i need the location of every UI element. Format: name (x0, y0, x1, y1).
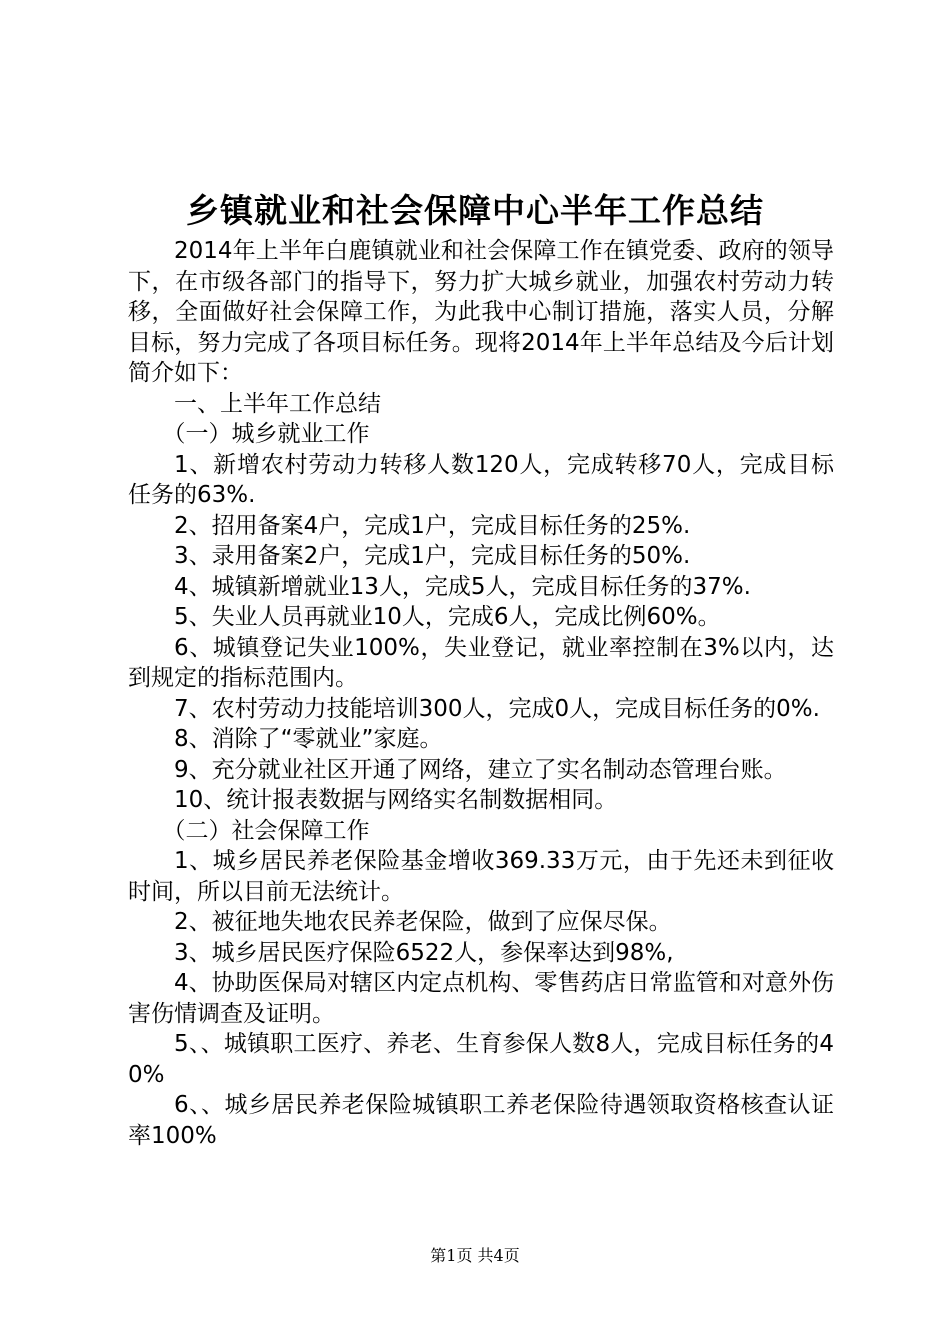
section-heading: 一、上半年工作总结 (174, 390, 381, 417)
list-item: 2、招用备案4户，完成1户，完成目标任务的25%. (174, 512, 691, 539)
list-item: 6、城镇登记失业100%，失业登记，就业率控制在3%以内，达到规定的指标范围内。 (128, 634, 834, 691)
list-item: 4、协助医保局对辖区内定点机构、零售药店日常监管和对意外伤害伤情调查及证明。 (128, 970, 834, 1027)
subsection-heading: （一）城乡就业工作 (162, 421, 370, 447)
list-item: 3、城乡居民医疗保险6522人，参保率达到98%, (174, 939, 674, 966)
subsection-heading: （二）社会保障工作 (162, 817, 370, 844)
list-item: 10、统计报表数据与网络实名制数据相同。 (174, 787, 618, 813)
list-item: 2、被征地失地农民养老保险，做到了应保尽保。 (174, 909, 672, 935)
list-item: 5、失业人员再就业10人，完成6人，完成比例60%。 (174, 604, 721, 630)
list-item: 8、消除了“零就业”家庭。 (174, 726, 443, 752)
list-item: 4、城镇新增就业13人，完成5人，完成目标任务的37%. (174, 573, 751, 600)
document-title: 乡镇就业和社会保障中心半年工作总结 (186, 191, 764, 230)
document-body (128, 236, 834, 1151)
list-item: 6、、城乡居民养老保险城镇职工养老保险待遇领取资格核查认证率100% (128, 1092, 834, 1149)
list-item: 3、录用备案2户，完成1户，完成目标任务的50%. (174, 543, 691, 569)
intro-paragraph: 2014年上半年白鹿镇就业和社会保障工作在镇党委、政府的领导下，在市级各部门的指导下，努力扩大城乡就业，加强农村劳动力转移，全面做好社会保障工作，为此我中心制订措施，落实人员，分解目标，努力完成了各项目标任务。现将2014年上半年总结及今后计划简介如下： (128, 238, 834, 386)
list-item: 9、充分就业社区开通了网络，建立了实名制动态管理台账。 (174, 756, 787, 783)
page-number-footer: 第1页 共4页 (430, 1246, 520, 1265)
list-item: 1、新增农村劳动力转移人数120人，完成转移70人，完成目标任务的63%. (128, 451, 834, 508)
list-item: 1、城乡居民养老保险基金增收369.33万元，由于先还未到征收时间，所以目前无法统计。 (128, 848, 834, 905)
list-item: 7、农村劳动力技能培训300人，完成0人，完成目标任务的0%. (174, 695, 820, 722)
list-item: 5、、城镇职工医疗、养老、生育参保人数8人，完成目标任务的40% (128, 1031, 834, 1088)
